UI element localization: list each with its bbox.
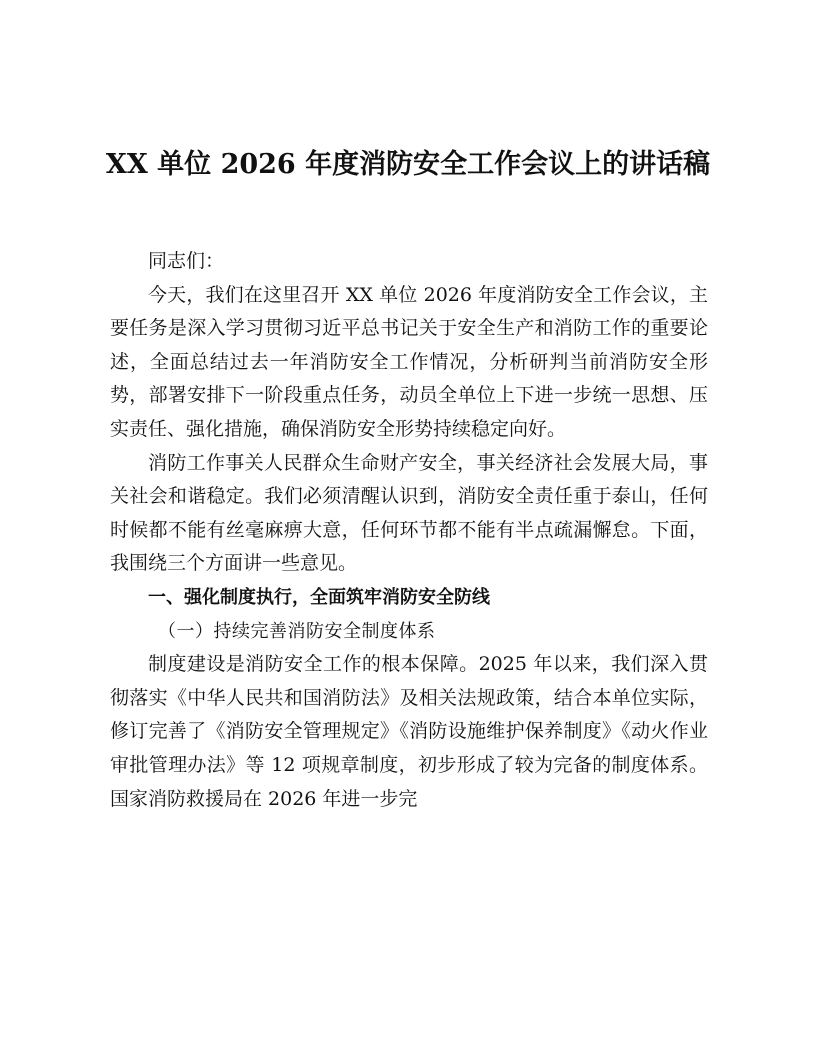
subsection-heading-1: （一）持续完善消防安全制度体系 xyxy=(158,620,436,642)
document-body xyxy=(110,245,708,816)
document-title: XX 单位 2026 年度消防安全工作会议上的讲话稿 xyxy=(105,149,711,180)
opening-paragraph: 今天，我们在这里召开 XX 单位 2026 年度消防安全工作会议，主要任务是深入学习贯彻习近平总书记关于安全生产和消防工作的重要论述，全面总结过去一年消防安全工作情况，分析研判当前消防安全形势，部署安排下一阶段重点任务，动员全单位上下进一步统一思想、压实责任、强化措施，确保消防安全形势持续稳定向好。 xyxy=(110,283,708,440)
salutation-paragraph: 同志们： xyxy=(148,250,225,272)
section-heading-1: 一、强化制度执行，全面筑牢消防安全防线 xyxy=(148,586,490,608)
importance-paragraph: 消防工作事关人民群众生命财产安全，事关经济社会发展大局，事关社会和谐稳定。我们必须清醒认识到，消防安全责任重于泰山，任何时候都不能有丝毫麻痹大意，任何环节都不能有半点疏漏懈怠。下面，我围绕三个方面讲一些意见。 xyxy=(110,451,708,575)
system-building-paragraph: 制度建设是消防安全工作的根本保障。2025 年以来，我们深入贯彻落实《中华人民共和国消防法》及相关法规政策，结合本单位实际，修订完善了《消防安全管理规定》《消防设施维护保养制度》《动火作业审批管理办法》等 12 项规章制度，初步形成了较为完备的制度体系。国家消防救援局在 2026 年进一步完 xyxy=(110,653,708,810)
